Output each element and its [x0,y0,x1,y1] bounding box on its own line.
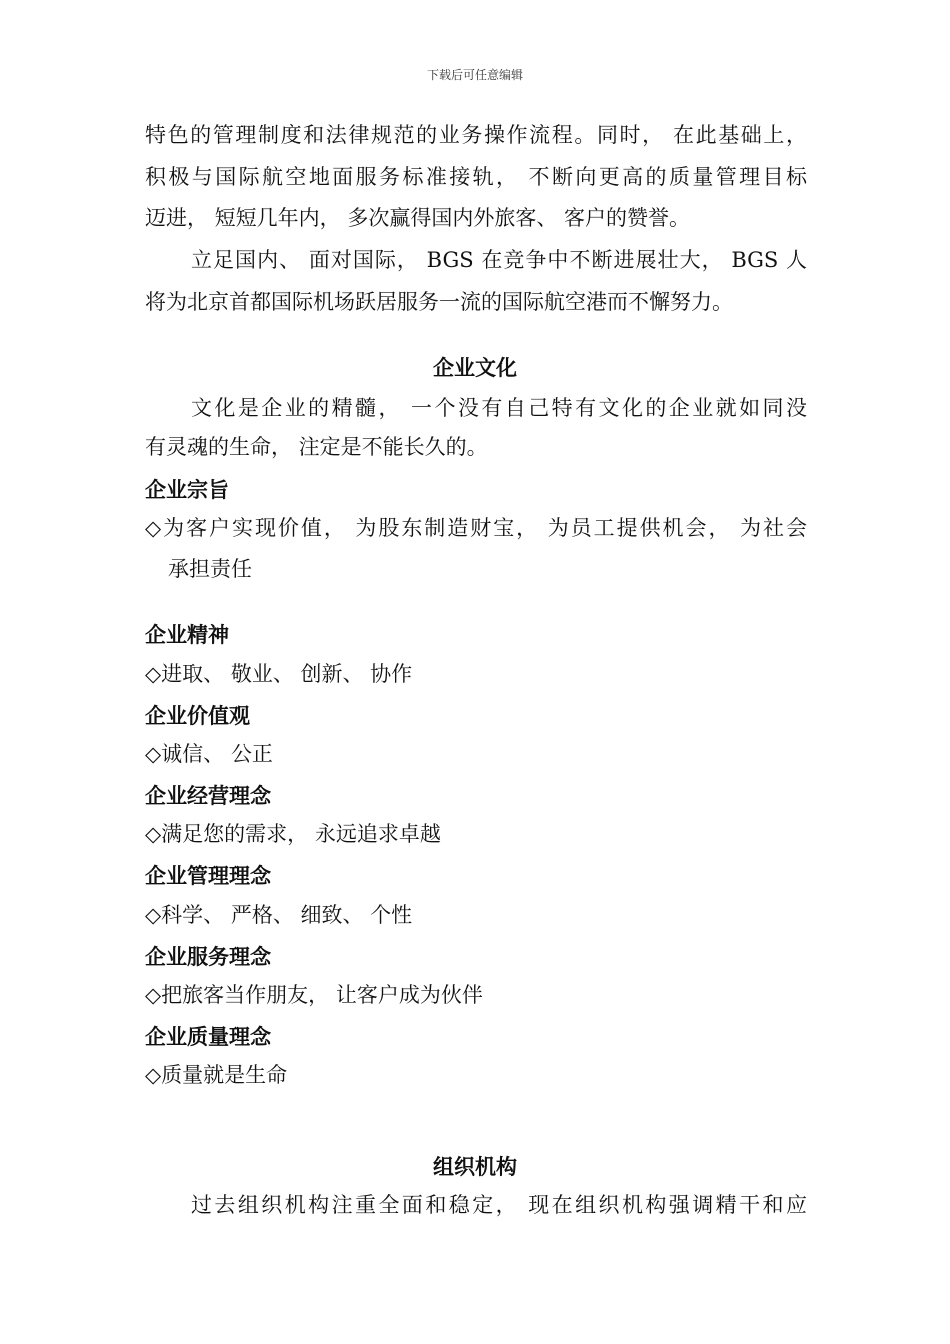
heading-business-philosophy: 企业经营理念 [145,784,271,808]
page-header: 下载后可任意编辑 [426,68,523,82]
heading-values: 企业价值观 [145,704,250,728]
organization-line: 过去组织机构注重全面和稳定， 现在组织机构强调精干和应 [191,1193,807,1217]
bullet-quality-philosophy: ◇质量就是生命 [145,1063,288,1087]
intro-line: 将为北京首都国际机场跃居服务一流的国际航空港而不懈努力。 [145,290,733,314]
intro-line: 立足国内、 面对国际， BGS 在竞争中不断进展壮大， BGS 人 [191,248,807,272]
culture-intro-line: 文化是企业的精髓， 一个没有自己特有文化的企业就如同没 [191,396,807,420]
section-title-organization: 组织机构 [433,1155,517,1179]
intro-line: 特色的管理制度和法律规范的业务操作流程。同时， 在此基础上， [145,123,807,147]
intro-line: 迈进， 短短几年内， 多次赢得国内外旅客、 客户的赞誉。 [145,206,691,230]
bullet-spirit: ◇进取、 敬业、 创新、 协作 [145,662,413,686]
culture-intro-line: 有灵魂的生命， 注定是不能长久的。 [145,435,488,459]
heading-purpose: 企业宗旨 [145,478,229,502]
bullet-purpose-cont: 承担责任 [168,557,252,581]
bullet-management-philosophy: ◇科学、 严格、 细致、 个性 [145,903,413,927]
heading-management-philosophy: 企业管理理念 [145,864,271,888]
bullet-values: ◇诚信、 公正 [145,742,273,766]
heading-quality-philosophy: 企业质量理念 [145,1025,271,1049]
bullet-business-philosophy: ◇满足您的需求， 永远追求卓越 [145,822,441,846]
heading-spirit: 企业精神 [145,623,229,647]
intro-line: 积极与国际航空地面服务标准接轨， 不断向更高的质量管理目标 [145,165,807,189]
section-title-culture: 企业文化 [433,356,517,380]
bullet-purpose: ◇为客户实现价值， 为股东制造财宝， 为员工提供机会， 为社会 [145,516,807,540]
bullet-service-philosophy: ◇把旅客当作朋友， 让客户成为伙伴 [145,983,483,1007]
heading-service-philosophy: 企业服务理念 [145,945,271,969]
